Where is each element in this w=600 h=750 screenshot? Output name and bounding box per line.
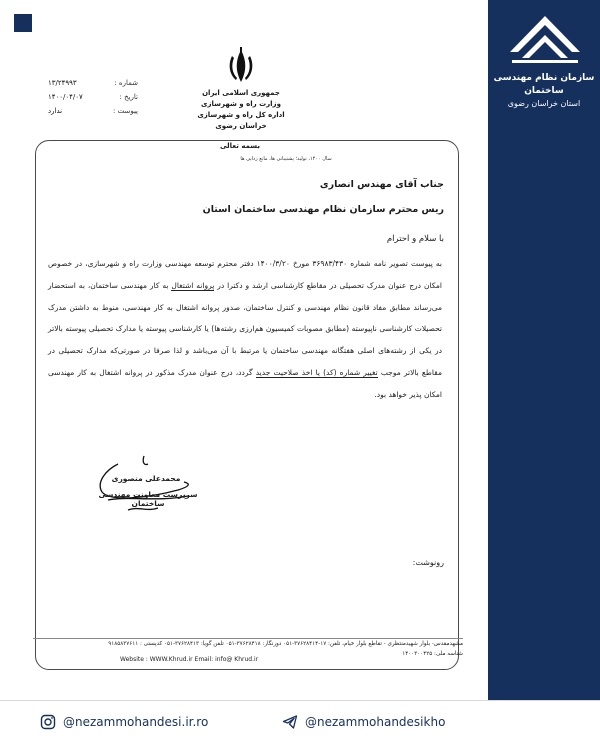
meta-number: شماره : ۱۳/۲۴۹۹۳ xyxy=(48,79,138,87)
recipient-title: ریس محترم سازمان نظام مهندسی ساختمان استان xyxy=(202,204,444,215)
telegram-handle: @nezammohandesikho xyxy=(305,715,446,729)
bismillah: بسمه تعالی xyxy=(219,142,261,150)
ministry-title: جمهوری اسلامی ایران وزارت راه و شهرسازی اداره کل راه و شهرسازی خراسان رضوی xyxy=(197,89,285,130)
letter-body: به پیوست تصویر نامه شماره ۳۶۹۸۳/۴۳۰ مورخ ۱۴۰۰/۳/۲۰ دفتر محترم توسعه مهندسی وزارت راه و شهرسازی، در خصوص امکان درج عنوان مدرک تحصیلی در مقاطع کارشناسی ارشد و دکترا در پروانه اشتغال به کار مهندسی ساختمان، به استحضار می‌رساند مطابق مفاد قانون نظام مهندسی و کنترل ساختمان، صدور پروانه اشتغال به کار مهندسی، منوط به داشتن مدرک تحصیلات کارشناسی ناپیوسته (مطابق مصوبات کمیسیون هم‌ارزی رشته‌ها) یا کارشناسی پیوسته یا مدارک تحصیلی پیوسته بالاتر در یکی از رشته‌های اصلی هفتگانه مهندسی ساختمان یا مرتبط با آن می‌باشد و لذا صرفا در صورتی‌که مدارک تحصیلی در مقاطع بالاتر موجب تغییر شماره (کد) یا اخذ صلاحیت جدید گردد، درج عنوان مدرک مذکور در پروانه اشتغال به کار مهندسی امکان پذیر خواهد بود. xyxy=(48,259,442,399)
corner-mark xyxy=(14,14,32,32)
instagram-icon xyxy=(40,714,56,730)
org-name: سازمان نظام مهندسی ساختمان xyxy=(493,73,595,96)
cc-label: رونوشت: xyxy=(412,558,444,567)
org-title xyxy=(490,72,598,110)
greeting: با سلام و احترام xyxy=(386,234,444,244)
letter-meta xyxy=(48,76,138,118)
instagram-link[interactable] xyxy=(40,714,208,730)
iran-emblem-icon xyxy=(224,46,258,86)
salutation: جناب آقای مهندس انصاری xyxy=(319,179,444,190)
meta-date: تاریخ : ۱۴۰۰/۰۴/۰۷ xyxy=(48,93,138,101)
underlined-phrase: تغییر شماره (کد) یا اخذ صلاحیت جدید xyxy=(255,367,378,377)
footer-address: مشهدمقدس- بلوار شهیدمنتظری - تقاطع بلوار خیام، تلفن: ۱۷-۳۷۶۲۸۴۱۴-۰۵۱ دورنگار: ۳۷۶۲۸۴۱۸-۰۵۱ تلفن گویا: ۳۷۶۲۸۴۱۳-۰۵۱ کدپستی : ۹۱۸۵۸۳۷۶۱۱ شناسه ملی: ۱۴۰۰۳۰۰۴۲۵ xyxy=(33,640,463,659)
org-subtitle: استان خراسان رضوی xyxy=(507,99,581,108)
footer-web: Website : WWW.Khrud.ir Email: info@ Khrud.ir xyxy=(120,656,259,663)
meta-attachment: پیوست : ندارد xyxy=(48,107,138,115)
national-id: شناسه ملی: ۱۴۰۰۳۰۰۴۲۵ xyxy=(402,650,463,657)
org-logo-icon xyxy=(506,8,584,66)
brand-band xyxy=(488,0,600,700)
signer-name: محمدعلی منصوری xyxy=(111,474,181,483)
footer-divider xyxy=(33,638,463,639)
signature-icon xyxy=(88,452,198,518)
instagram-handle: @nezammohandesi.ir.ro xyxy=(63,715,209,729)
telegram-link[interactable] xyxy=(282,714,445,730)
year-motto: سال ۱۴۰۰، تولید؛ پشتیبانی ها، مانع زدایی ها xyxy=(240,156,332,162)
telegram-icon xyxy=(282,714,298,730)
underlined-phrase: پروانه اشتغال xyxy=(171,280,215,290)
signer-title: سرپرست معاونت مهندسی ساختمان xyxy=(98,490,198,508)
